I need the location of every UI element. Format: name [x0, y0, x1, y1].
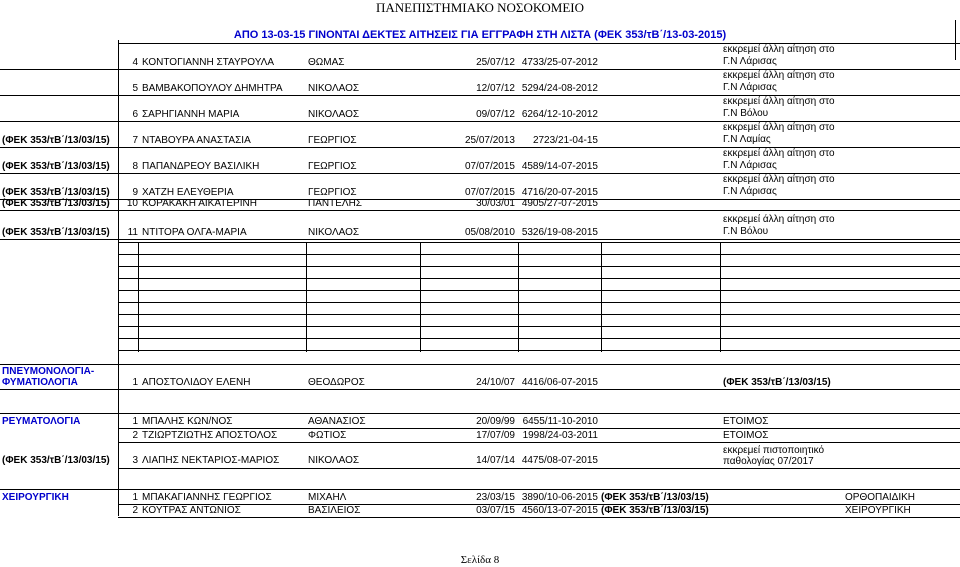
date: 25/07/2013	[464, 135, 515, 146]
row-number: 1	[132, 492, 138, 503]
row-line	[118, 428, 960, 429]
row-number: 6	[132, 109, 138, 120]
candidate-name: ΚΟΝΤΟΓΙΑΝΝΗ ΣΤΑΥΡΟΥΛΑ	[142, 57, 275, 68]
father-name: ΝΙΚΟΛΑΟΣ	[308, 83, 360, 94]
row-line	[118, 442, 960, 443]
father-name: ΝΙΚΟΛΑΟΣ	[308, 109, 360, 120]
reference: (ΦΕΚ 353/τΒ΄/13/03/15)	[2, 187, 110, 198]
specialty-extra: ΟΡΘΟΠΑΙΔΙΚΗ	[845, 492, 916, 503]
date: 09/07/12	[476, 109, 515, 120]
father-name: ΝΙΚΟΛΑΟΣ	[308, 227, 360, 238]
status: (ΦΕΚ 353/τΒ΄/13/03/15)	[601, 505, 709, 516]
row-number: 5	[132, 83, 138, 94]
status-line: Γ.Ν Βόλου	[723, 226, 769, 237]
father-name: ΓΕΩΡΓΙΟΣ	[308, 187, 357, 198]
row-number: 1	[132, 377, 138, 388]
row-number: 3	[132, 455, 138, 466]
protocol: 2723/21-04-15	[532, 135, 598, 146]
row-line	[0, 239, 960, 240]
date: 17/07/09	[476, 430, 515, 441]
protocol: 3890/10-06-2015	[521, 492, 598, 503]
row-line	[0, 364, 960, 365]
father-name: ΠΑΝΤΕΛΗΣ	[308, 198, 362, 209]
candidate-name: ΝΤΑΒΟΥΡΑ ΑΝΑΣΤΑΣΙΑ	[142, 135, 251, 146]
status-line: εκκρεμεί άλλη αίτηση στο	[723, 122, 835, 133]
protocol: 4733/25-07-2012	[521, 57, 598, 68]
row-number: 1	[132, 416, 138, 427]
protocol: 4475/08-07-2015	[521, 455, 598, 466]
grid-vline	[720, 242, 721, 352]
grid-vline	[306, 242, 307, 352]
date: 23/03/15	[476, 492, 515, 503]
candidate-name: ΣΑΡΗΓΙΑΝΝΗ ΜΑΡΙΑ	[142, 109, 240, 120]
protocol: 1998/24-03-2011	[522, 430, 598, 441]
row-line	[118, 290, 960, 291]
status-line: Γ.Ν Λάρισας	[723, 160, 777, 171]
reference: (ΦΕΚ 353/τΒ΄/13/03/15)	[2, 227, 110, 238]
date: 03/07/15	[476, 505, 515, 516]
status-line: Γ.Ν Λάρισας	[723, 56, 777, 67]
reference: (ΦΕΚ 353/τΒ΄/13/03/15)	[2, 455, 110, 466]
reference: (ΦΕΚ 353/τΒ΄/13/03/15)	[2, 161, 110, 172]
row-line	[0, 389, 960, 390]
status-line: Γ.Ν Λάρισας	[723, 82, 777, 93]
status: (ΦΕΚ 353/τΒ΄/13/03/15)	[601, 492, 709, 503]
row-line	[118, 254, 960, 255]
status-line: εκκρεμεί άλλη αίτηση στο	[723, 70, 835, 81]
date: 05/08/2010	[464, 227, 515, 238]
candidate-name: ΚΟΥΤΡΑΣ ΑΝΤΩΝΙΟΣ	[142, 505, 241, 516]
status-line: εκκρεμεί άλλη αίτηση στο	[723, 148, 835, 159]
row-line	[118, 338, 960, 339]
status: (ΦΕΚ 353/τΒ΄/13/03/15)	[723, 377, 831, 388]
grid-vline	[601, 242, 602, 352]
status-line: Γ.Ν Λαμίας	[723, 134, 771, 145]
row-number: 2	[132, 430, 138, 441]
row-line	[0, 413, 960, 414]
reference: (ΦΕΚ 353/τΒ΄/13/03/15)	[2, 198, 110, 209]
date: 12/07/12	[476, 83, 515, 94]
row-number: 8	[132, 161, 138, 172]
candidate-name: ΛΙΑΠΗΣ ΝΕΚΤΑΡΙΟΣ-ΜΑΡΙΟΣ	[142, 455, 280, 466]
row-line	[118, 468, 960, 469]
row-line	[118, 278, 960, 279]
row-line	[118, 43, 960, 44]
candidate-name: ΜΠΑΚΑΓΙΑΝΝΗΣ ΓΕΩΡΓΙΟΣ	[142, 492, 272, 503]
status: ΕΤΟΙΜΟΣ	[723, 430, 769, 441]
father-name: ΘΩΜΑΣ	[308, 57, 345, 68]
date: 30/03/01	[476, 198, 515, 209]
reference: (ΦΕΚ 353/τΒ΄/13/03/15)	[2, 135, 110, 146]
date: 20/09/99	[476, 416, 515, 427]
candidate-name: ΒΑΜΒΑΚΟΠΟΥΛΟΥ ΔΗΜΗΤΡΑ	[142, 83, 283, 94]
date: 07/07/2015	[464, 161, 515, 172]
row-line	[118, 266, 960, 267]
protocol: 4416/06-07-2015	[521, 377, 598, 388]
grid-vline	[518, 242, 519, 352]
row-line	[0, 489, 960, 490]
grid-vline	[955, 20, 956, 60]
protocol: 5294/24-08-2012	[521, 83, 598, 94]
candidate-name: ΧΑΤΖΗ ΕΛΕΥΘΕΡΙΑ	[142, 187, 234, 198]
protocol: 4716/20-07-2015	[521, 187, 598, 198]
status-line: εκκρεμεί άλλη αίτηση στο	[723, 44, 835, 55]
status-line: εκκρεμεί άλλη αίτηση στο	[723, 214, 835, 225]
father-name: ΓΕΩΡΓΙΟΣ	[308, 135, 357, 146]
row-number: 10	[126, 198, 138, 209]
candidate-name: ΤΖΙΩΡΤΖΙΩΤΗΣ ΑΠΟΣΤΟΛΟΣ	[142, 430, 278, 441]
status: ΕΤΟΙΜΟΣ	[723, 416, 769, 427]
protocol: 4560/13-07-2015	[521, 505, 598, 516]
row-number: 7	[132, 135, 138, 146]
father-name: ΘΕΟΔΩΡΟΣ	[308, 377, 365, 388]
protocol: 6455/11-10-2010	[522, 416, 598, 427]
specialty-label: ΠΝΕΥΜΟΝΟΛΟΓΙΑ-	[2, 366, 95, 377]
protocol: 4589/14-07-2015	[521, 161, 598, 172]
row-number: 4	[132, 57, 138, 68]
row-line	[118, 314, 960, 315]
date: 07/07/2015	[464, 187, 515, 198]
candidate-name: ΝΤΙΤΟΡΑ ΟΛΓΑ-ΜΑΡΙΑ	[142, 227, 247, 238]
candidate-name: ΚΟΡΑΚΑΚΗ ΑΙΚΑΤΕΡΙΝΗ	[142, 198, 257, 209]
protocol: 6264/12-10-2012	[521, 109, 598, 120]
father-name: ΝΙΚΟΛΑΟΣ	[308, 455, 360, 466]
status-line: εκκρεμεί άλλη αίτηση στο	[723, 96, 835, 107]
date: 24/10/07	[476, 377, 515, 388]
father-name: ΒΑΣΙΛΕΙΟΣ	[308, 505, 361, 516]
specialty-label: ΦΥΜΑΤΙΟΛΟΓΙΑ	[2, 377, 78, 388]
row-line	[118, 242, 960, 243]
father-name: ΜΙΧΑΗΛ	[308, 492, 347, 503]
status-line: Γ.Ν Λάρισας	[723, 186, 777, 197]
row-line	[0, 210, 960, 211]
row-number: 11	[127, 227, 138, 238]
candidate-name: ΑΠΟΣΤΟΛΙΔΟΥ ΕΛΕΝΗ	[142, 377, 251, 388]
status-line: Γ.Ν Βόλου	[723, 108, 769, 119]
row-number: 9	[132, 187, 138, 198]
row-line	[118, 326, 960, 327]
father-name: ΦΩΤΙΟΣ	[308, 430, 347, 441]
row-line	[118, 517, 960, 518]
grid-vline	[138, 242, 139, 352]
date: 25/07/12	[476, 57, 515, 68]
specialty-label: ΧΕΙΡΟΥΡΓΙΚΗ	[2, 492, 69, 503]
status-line: εκκρεμεί άλλη αίτηση στο	[723, 174, 835, 185]
page-footer: Σελίδα 8	[460, 554, 500, 566]
row-line	[118, 302, 960, 303]
grid-vline	[420, 242, 421, 352]
protocol: 5326/19-08-2015	[521, 227, 598, 238]
father-name: ΓΕΩΡΓΙΟΣ	[308, 161, 357, 172]
page-header: ΠΑΝΕΠΙΣΤΗΜΙΑΚΟ ΝΟΣΟΚΟΜΕΙΟ	[376, 0, 584, 15]
status-line: εκκρεμεί πιστοποιητικό	[723, 445, 825, 456]
date: 14/07/14	[476, 455, 515, 466]
father-name: ΑΘΑΝΑΣΙΟΣ	[308, 416, 366, 427]
specialty-label: ΡΕΥΜΑΤΟΛΟΓΙΑ	[2, 416, 81, 427]
candidate-name: ΠΑΠΑΝΔΡΕΟΥ ΒΑΣΙΛΙΚΗ	[142, 161, 260, 172]
specialty-extra: ΧΕΙΡΟΥΡΓΙΚΗ	[845, 505, 911, 516]
protocol: 4905/27-07-2015	[521, 198, 598, 209]
notice-line: ΑΠΟ 13-03-15 ΓΙΝΟΝΤΑΙ ΔΕΚΤΕΣ ΑΙΤΗΣΕΙΣ ΓΙΑ ΕΓΓΡΑΦΗ ΣΤΗ ΛΙΣΤΑ (ΦΕΚ 353/τΒ΄/13-03-2015)	[233, 29, 727, 41]
row-number: 2	[132, 505, 138, 516]
row-line	[118, 350, 960, 351]
candidate-name: ΜΠΑΛΗΣ ΚΩΝ/ΝΟΣ	[142, 416, 233, 427]
status-line: παθολογίας 07/2017	[723, 456, 814, 467]
